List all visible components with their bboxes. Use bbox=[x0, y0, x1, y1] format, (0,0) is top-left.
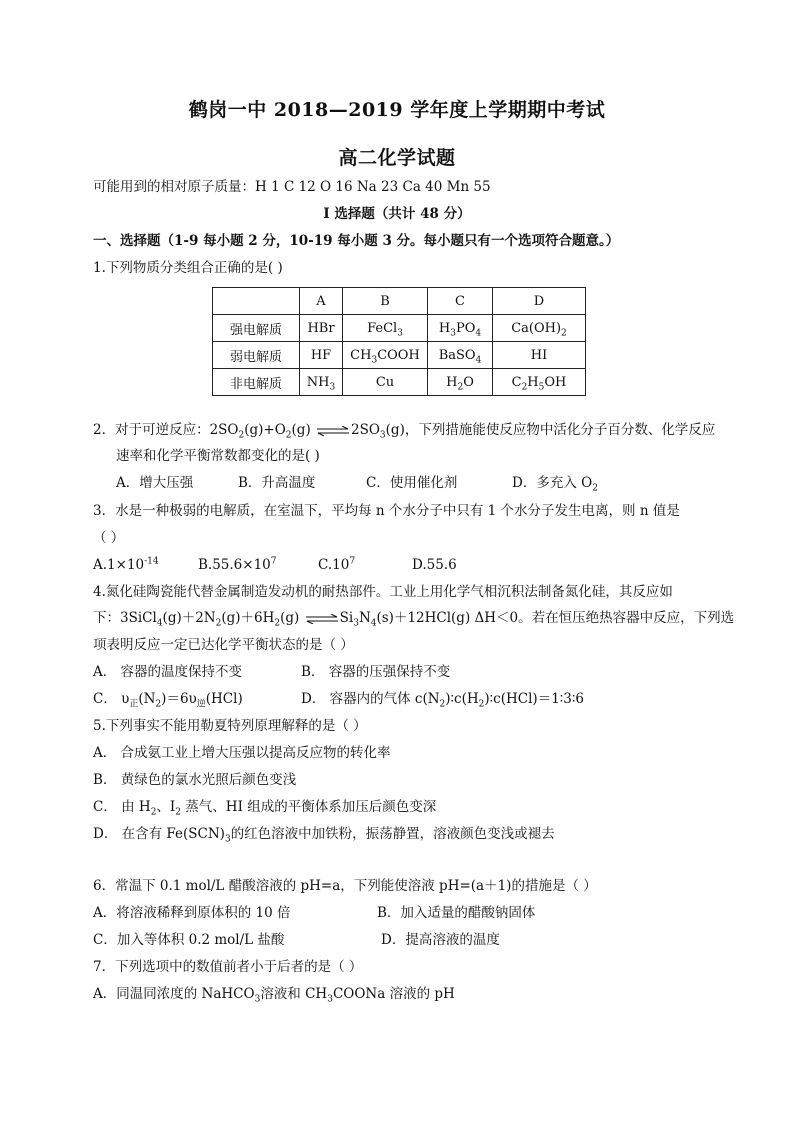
atomic-masses: 可能用到的相对原子质量：H 1 C 12 O 16 Na 23 Ca 40 Mn 55 bbox=[93, 179, 491, 195]
reversible-arrow-icon bbox=[316, 426, 350, 436]
option-d: D． 容器内的气体 $c(N_2)∶c(H_2)∶c(HCl)=1∶3∶6$ bbox=[301, 691, 584, 710]
table-cell: HBr bbox=[300, 315, 343, 342]
table-cell: $C_2H_5OH$ bbox=[493, 369, 586, 396]
table-cell: BaSO$_4$ bbox=[428, 342, 493, 369]
question-2-line-1: 2．对于可逆反应：$2SO_2(g)+O_2(g)$ $2SO_3(g)$，下列措施能使反应物中活化分子百分数、化学反应 bbox=[93, 422, 716, 441]
option-b: B．加入适量的醋酸钠固体 bbox=[377, 905, 536, 921]
option-a: $A.1\times 10^{-14}$ bbox=[93, 556, 159, 573]
table-row bbox=[213, 342, 586, 369]
question-3-options bbox=[93, 555, 457, 575]
option-a: A．增大压强 bbox=[116, 475, 194, 491]
table-cell: $Ca(OH)_2$ bbox=[493, 315, 586, 342]
table-row bbox=[213, 315, 586, 342]
option-a: A． 容器的温度保持不变 bbox=[93, 664, 243, 680]
question-3-line-1: 3．水是一种极弱的电解质，在室温下，平均每 n 个水分子中只有 1 个水分子发生电离，则 n 值是 bbox=[93, 503, 680, 519]
option-d: D． 在含有 $Fe(SCN)_3$的红色溶液中加铁粉，振荡静置，溶液颜色变浅或褪去 bbox=[93, 826, 555, 845]
section-heading: I 选择题（共计 48 分） bbox=[323, 206, 471, 222]
question-1-stem: 1.下列物质分类组合正确的是( ) bbox=[93, 260, 283, 276]
table-cell: $H_2O$ bbox=[428, 369, 493, 396]
question-2-line-2: 速率和化学平衡常数都变化的是( ) bbox=[116, 448, 320, 464]
question-6-options-cd bbox=[93, 930, 500, 950]
option-c: C． $\upsilon_正(N_2)=6\upsilon_逆(HCl)$ bbox=[93, 691, 243, 710]
option-c: C．加入等体积 0.2 mol/L 盐酸 bbox=[93, 932, 285, 948]
option-d: D．提高溶液的温度 bbox=[381, 932, 500, 948]
option-b: B．升高温度 bbox=[238, 475, 316, 491]
question-4-line-2: 下：$3SiCl_4(g)+2N_2(g)+6H_2(g)$ $Si_3N_4(s)+12HCl(g)$ ΔH＜0。若在恒压绝热容器中反应，下列选 bbox=[93, 610, 735, 629]
option-a: A． 合成氨工业上增大压强以提高反应物的转化率 bbox=[93, 745, 391, 761]
question-2-options bbox=[116, 473, 598, 493]
row-label: 强电解质 bbox=[213, 315, 300, 342]
option-a: A．将溶液稀释到原体积的 10 倍 bbox=[93, 905, 291, 921]
question-6-stem: 6．常温下 0.1 mol/L 醋酸溶液的 pH=a，下列能使溶液 pH=(a＋1)的措施是（ ） bbox=[93, 878, 597, 894]
reversible-arrow-icon bbox=[305, 614, 339, 624]
table-header-cell: A bbox=[300, 288, 343, 315]
exam-subtitle: 高二化学试题 bbox=[338, 147, 456, 169]
table-cell: Cu bbox=[343, 369, 428, 396]
option-b: $B.55.6\times 10^7$ bbox=[198, 556, 277, 573]
row-label: 弱电解质 bbox=[213, 342, 300, 369]
question-4-line-1: 4.氮化硅陶瓷能代替金属制造发动机的耐热部件。工业上用化学气相沉积法制备氮化硅，其反应如 bbox=[93, 584, 673, 600]
exam-title: 鹤岗一中 2018—2019 学年度上学期期中考试 bbox=[188, 99, 606, 121]
question-4-line-3: 项表明反应一定已达化学平衡状态的是（ ） bbox=[93, 637, 354, 653]
option-c: C． 由 $H_2$、$I_2$ 蒸气、HI 组成的平衡体系加压后颜色变深 bbox=[93, 799, 437, 818]
row-label: 非电解质 bbox=[213, 369, 300, 396]
option-a: A．同温同浓度的 NaHCO$_3$溶液和 $CH_3COONa$ 溶液的 pH bbox=[93, 986, 455, 1005]
table-cell: HF bbox=[300, 342, 343, 369]
table-row bbox=[213, 369, 586, 396]
table-header-cell: B bbox=[343, 288, 428, 315]
classification-table bbox=[212, 287, 586, 396]
option-c: $C.10^7$ bbox=[318, 556, 356, 573]
question-7-stem: 7．下列选项中的数值前者小于后者的是（ ） bbox=[93, 959, 363, 975]
table-cell: $CH_3COOH$ bbox=[343, 342, 428, 369]
question-5-stem: 5.下列事实不能用勒夏特列原理解释的是（ ） bbox=[93, 718, 367, 734]
option-c: C．使用催化剂 bbox=[366, 475, 458, 491]
question-3-line-2: （ ） bbox=[93, 530, 125, 546]
option-d: D．多充入 $O_2$ bbox=[512, 475, 598, 494]
table-cell: $H_3PO_4$ bbox=[428, 315, 493, 342]
question-4-options-cd bbox=[93, 689, 584, 709]
option-b: B． 黄绿色的氯水光照后颜色变浅 bbox=[93, 772, 297, 788]
table-header-cell bbox=[213, 288, 300, 315]
table-header-cell: C bbox=[428, 288, 493, 315]
table-row bbox=[213, 288, 586, 315]
option-b: B． 容器的压强保持不变 bbox=[301, 664, 451, 680]
table-cell: HI bbox=[493, 342, 586, 369]
question-4-options-ab bbox=[93, 662, 450, 682]
part-one-instructions: 一、选择题（1-9 每小题 2 分，10-19 每小题 3 分。每小题只有一个选项符合题意。） bbox=[93, 233, 620, 249]
question-6-options-ab bbox=[93, 903, 535, 923]
option-d: D.55.6 bbox=[412, 557, 457, 573]
table-header-cell: D bbox=[493, 288, 586, 315]
table-cell: FeCl$_3$ bbox=[343, 315, 428, 342]
table-cell: $NH_3$ bbox=[300, 369, 343, 396]
